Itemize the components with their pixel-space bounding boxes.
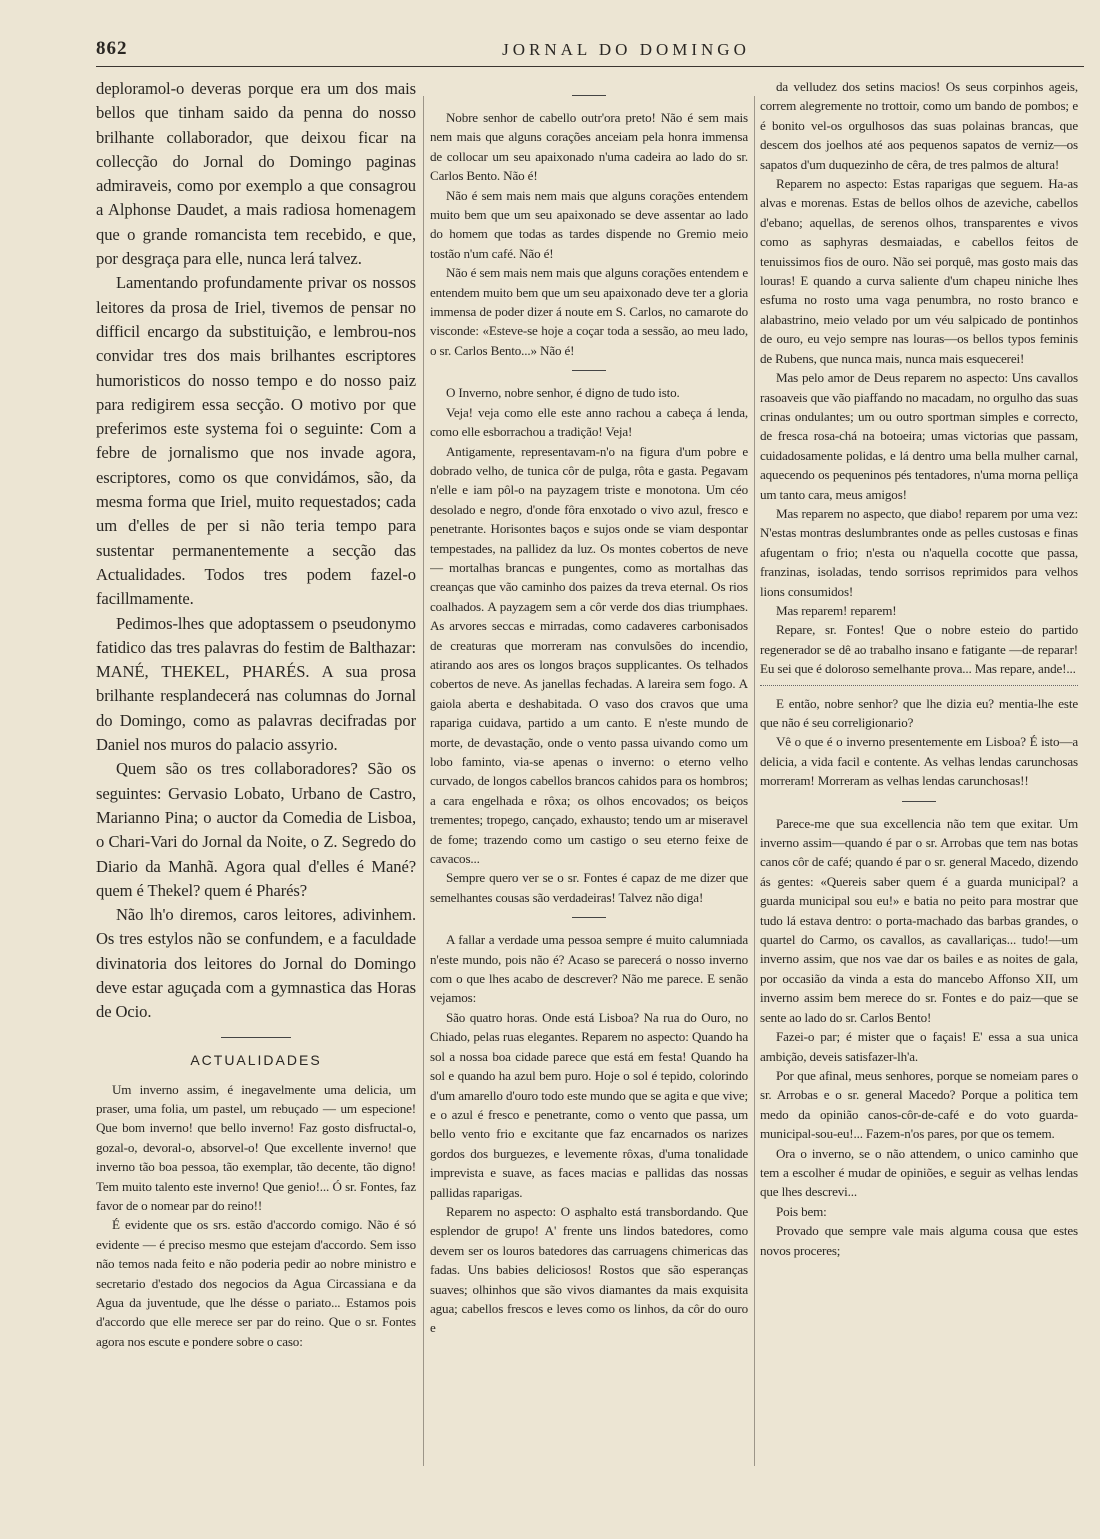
separator-rule [572,917,606,918]
text-block [430,930,748,1338]
paragraph: Nobre senhor de cabello outr'ora preto! Não é sem mais nem mais que alguns corações anceiam pela honra immensa de collocar um seu apaixonado n'uma cadeira ao lado do sr. Carlos Bento. Não é! [430,110,748,184]
column-2 [430,77,748,1338]
paragraph: Um inverno assim, é inegavelmente uma delicia, um praser, uma folia, um pastel, um rebuçado — um especione! Que bom inverno! que bello inverno! Faz gosto disfructal-o, gozal-o, devoral-o, absorvel-o! Que excellente inverno! que inverno tão boa pessoa, tão exemplar, tão decente, tão digno! Tem muito talento este inverno! Que genio!... Ó sr. Fontes, faz favor de o nomear par do reino!! [96,1081,416,1214]
paragraph: Antigamente, representavam-n'o na figura d'um pobre e dobrado velho, de tunica côr de pulga, rôta e gasta. Pegavam n'elle e iam pôl-o na payzagem triste e monotona. Um céo desolado e negro, d'onde fôra enxotado o vivo azul, fresco e penetrante. Horisontes baços e sujos onde se viam despontar tempestades, na pallidez da luz. Os montes cobertos de neve — mortalhas brancas e pungentes, como as mortalhas das creanças que vão caminho dos paizes da treva eternal. Os rios coalhados. A payzagem sem a côr verde dos dias triumphaes. As arvores seccas e mirradas, como cadaveres carbonisados de creaturas que morreram nas convulsões do incendio, atirando aos ares os longos braços supplicantes. Os telhados cobertos de neve. As janellas fechadas. A lareira sem fogo. A gaiola aberta e deshabitada. O vaso dos cravos que uma rapariga cuidava, partido a um canto. E n'este mundo de morte, de devastação, onde o vento passa uivando como um lobo faminto, via-se apenas o inverno: o eterno velho curvado, de longos cabellos brancos cahidos para os hombros; a cara engelhada e rôxa; os olhos encovados; os beiços trementes; tropego, cançado, exhausto; tendo um ar miseravel de fome; trazendo como um castigo o seu eterno feixe de cavacos... [430,443,748,867]
paragraph: Pedimos-lhes que adoptassem o pseudonymo fatidico das tres palavras do festim de Balthazar: MANÉ, THEKEL, PHARÉS. A sua prosa brilhante resplandecerá nas columnas do Jornal do Domingo, como as palavras decifradas por Daniel nos muros do palacio assyrio. [96,613,416,755]
text-block [430,383,748,907]
section-rule [221,1037,291,1038]
text-block [760,694,1078,791]
paragraph: Ora o inverno, se o não attendem, o unico caminho que tem a escolher é mudar de opiniões, e seguir as velhas lendas que lhes descrevi... [760,1145,1078,1200]
paragraph: Pois bem: [776,1203,827,1219]
paragraph: O Inverno, nobre senhor, é digno de tudo isto. [446,385,680,401]
paragraph: Reparem no aspecto: Estas raparigas que seguem. Ha-as alvas e morenas. Estas de bellos olhos de azeviche, cabellos d'ebano; aquellas, de serenos olhos, transparentes e vivos como as saphyras desmaiadas, e cabellos feitos de tenuissimos fios de ouro. Não sei porquê, mas gosto mais das louras! E quando a curva saliente d'um chapeu niniche lhes esfuma no rosto uma vaga penumbra, no rosto branco e alabastrino, meio velado por um véu salpicado de pontinhos de ouro, eu vejo sempre nas louras—os bellos typos feminis de Rubens, que nunca mais, nunca mais esquecerei! [760,176,1078,366]
paragraph: São quatro horas. Onde está Lisboa? Na rua do Ouro, no Chiado, pelas ruas elegantes. Reparem no aspecto: Quando ha sol a nossa boa cidade parece que está em festa! Quando ha sol e quando ha azul bem puro. Hoje o sol é tepido, colorindo d'um amarello d'ouro todo este mundo que se agita e que vive; e o azul é fresco e penetrante, como o vento que passa, um bello vento frio e excitante que faz encarnados os narizes gordos dos burguezes, e levemente rôxas, d'uma tonalidade imprevista e suave, as faces macias e pallidas das nossas pallidas raparigas. [430,1009,748,1200]
paragraph: Quem são os tres collaboradores? São os seguintes: Gervasio Lobato, Urbano de Castro, Marianno Pina; o auctor da Comedia de Lisboa, o Chari-Vari do Jornal da Noite, o Z. Segredo do Diario da Manhã. Agora qual d'elles é Mané? quem é Thekel? quem é Pharés? [96,759,416,900]
column-1 [96,77,416,1351]
paragraph: deploramol-o deveras porque era um dos mais bellos que tinham saido da penna do nosso brilhante collaborador, que deixou ficar na collecção do Jornal do Domingo paginas admiraveis, como por exemplo a que consagrou a Alphonse Daudet, a mais radiosa homenagem que o grande romancista tem recebido, e que, por desgraça para elle, nunca lerá talvez. [96,79,416,269]
paragraph: Fazei-o par; é mister que o façais! E' essa a sua unica ambição, deveis satisfazer-lh'a. [760,1029,1078,1064]
column-divider [754,96,755,1466]
header-rule [96,66,1084,67]
page-number: 862 [96,38,128,59]
paragraph: Não é sem mais nem mais que alguns corações entendem muito bem que um seu apaixonado se deve assentar ao lado do homem que todas as tardes dispende no Gremio meio tostão n'um café. Não é! [430,187,748,261]
separator-rule [572,370,606,371]
text-block [430,108,748,360]
journal-title: JORNAL DO DOMINGO [502,40,750,59]
column-3 [760,77,1078,1260]
paragraph: É evidente que os srs. estão d'accordo comigo. Não é só evidente — é preciso mesmo que estejam d'accordo. Sem isso não temos nada feito e não poderia pedir ao nobre ministro e secretario d'estado dos negocios da Agua Circassiana e da Agua da juventude, que lhe désse o pariato... Estamos pois d'accordo que elle merece ser par do reino. Que o sr. Fontes agora nos escute e pondere sobre o caso: [96,1217,416,1349]
dotted-separator [760,685,1078,686]
paragraph: Não lh'o diremos, caros leitores, adivinhem. Os tres estylos não se confundem, e a faculdade divinatoria dos leitores do Jornal do Domingo deve estar aguçada com a gymnastica das Horas de Ocio. [96,905,416,1022]
paragraph: Reparem no aspecto: O asphalto está transbordando. Que esplendor de grupo! A' frente uns lindos batedores, como devem ser os louros batedores das carruagens chimericas das fadas. Uns babies deliciosos! Rostos que são esperanças suaves; olhinhos que são vivos diamantes da mais exquisita agua; cabellos frescos e leves como os linhos, da côr do ouro e [430,1203,748,1336]
paragraph: Veja! veja como elle este anno rachou a cabeça á lenda, como elle esborrachou a tradição! Veja! [430,404,748,440]
paragraph: Mas pelo amor de Deus reparem no aspecto: Uns cavallos rasoaveis que vão piaffando no macadam, no orgulho das suas crinas ondulantes; um ou outro sportman simples e correcto, de fresca rosa-chá na botoeira; umas victorias que passam, cuidadosamente polidas, e lá dentro uma bella mulher carnal, aquecendo os pequeninos pés tentadores, n'uma morna pelliça um tanto cara, meus amigos! [760,370,1078,502]
paragraph: Por que afinal, meus senhores, porque se nomeiam pares o sr. Arrobas e o sr. general Macedo? Porque a politica tem medo da opinião canos-côr-de-café e do voto guarda-municipal-sou-eu!... Fazem-n'os pares, por que os temem. [760,1067,1078,1142]
page-header [96,36,1084,66]
paragraph: Provado que sempre vale mais alguma cousa que estes novos proceres; [760,1223,1078,1258]
text-block [760,814,1078,1260]
column-divider [423,96,424,1466]
paragraph: Mas reparem! reparem! [776,602,897,618]
paragraph: Lamentando profundamente privar os nossos leitores da prosa de Iriel, tivemos de pensar no difficil encargo da substituição, e lembrou-nos convidar tres dos mais brilhantes escriptores humoristicos do nosso tempo e do nosso paiz para redigirem essa secção. O motivo por que preferimos este systema foi o seguinte: Com a febre de jornalismo que nos invade agora, escriptores, como os que convidámos, são, da mesma forma que Iriel, muito requestados; cada um d'elles de per si não teria tempo para sustentar permanentemente a secção das Actualidades. Todos tres podem fazel-o facillmamente. [96,273,416,609]
paragraph: da velludez dos setins macios! Os seus corpinhos ageis, correm alegremente no trottoir, como um bando de pombos; e é bonito vel-os orgulhosos das suas polainas brancas, que descem dos joelhos até aos pequenos sapatos de verniz—os sapatos d'um duquezinho de cêra, de tres palmos de altura! [760,79,1078,172]
paragraph: Mas reparem no aspecto, que diabo! reparem por uma vez: N'estas montras deslumbrantes onde as pelles custosas e finas afugentam o frio; n'esta ou n'aquella cocotte que passa, franzinas, isoladas, tendo sorrisos reprimidos para velhos lions consumidos! [760,505,1078,599]
text-block [760,77,1078,679]
paragraph: A fallar a verdade uma pessoa sempre é muito calumniada n'este mundo, pois não é? Acaso se parecerá o nosso inverno com o que lhes acabo de descrever? Não me parece. E senão vejamos: [430,932,748,1006]
paragraph: Sempre quero ver se o sr. Fontes é capaz de me dizer que semelhantes cousas são verdadeiras! Talvez não diga! [430,870,748,905]
separator-rule [902,801,936,802]
paragraph: Parece-me que sua excellencia não tem que exitar. Um inverno assim—quando é par o sr. Arrobas que tem nas botas canos côr de café; quando é par o sr. general Macedo, dizendo ás gentes: «Quereis saber quem é a guarda municipal? a guarda municipal sou eu!» e batia no peito para mostrar que tudo lá estava dentro: o porta-machado das barbas grandes, o quartel do Carmo, os cavallos, as cavallariças... tudo!—um inverno assim, que nos vae dar os bailes e as noites de gala, por occasião da vinda a esta do mancebo Affonso XII, um inverno assim bem merece do sr. Fontes e do paiz—que se sente ao lado do sr. Carlos Bento! [760,815,1078,1025]
separator-rule [572,95,606,96]
actualidades-text [96,1080,416,1352]
section-heading: ACTUALIDADES [190,1051,322,1068]
paragraph: Não é sem mais nem mais que alguns corações entendem e entendem muito bem que um seu apaixonado deve ter a gloria immensa de poder dizer á noute em S. Carlos, no camarote do visconde: «Esteve-se hoje a coçar toda a sessão, ao meu lado, o sr. Carlos Bento...» Não é! [430,265,748,358]
paragraph: Repare, sr. Fontes! Que o nobre esteio do partido regenerador se dê ao trabalho insano e fatigante —de reparar! Eu sei que é doloroso semelhante prova... Mas repare, ande!... [760,622,1078,677]
paragraph: Vê o que é o inverno presentemente em Lisboa? É isto—a delicia, a vida facil e contente. As velhas lendas carunchosas morreram! Morreram as velhas lendas carunchosas!! [760,734,1078,789]
editorial-note [96,77,416,1025]
paragraph: E então, nobre senhor? que lhe dizia eu? mentia-lhe este que não é seu correligionario? [760,695,1078,730]
